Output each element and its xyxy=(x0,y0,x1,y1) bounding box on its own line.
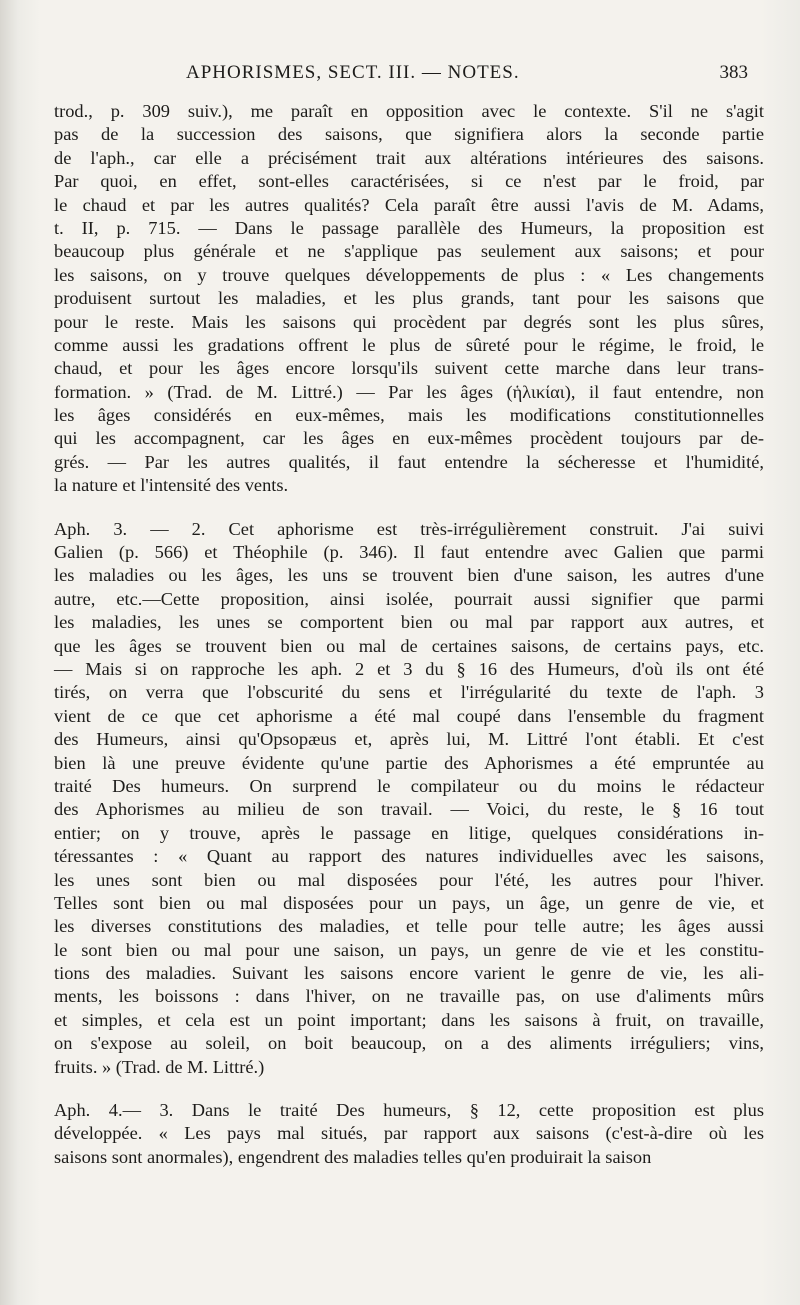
text-line: la nature et l'intensité des vents. xyxy=(54,475,289,496)
paragraph xyxy=(54,518,764,1079)
text-line: ments, les boissons : dans l'hiver, on ne travaille pas, on use d'aliments mûrs xyxy=(54,986,764,1007)
paragraph-gap xyxy=(54,1079,764,1099)
text-line: développée. « Les pays mal situés, par rapport aux saisons (c'est-à-dire où les xyxy=(54,1123,764,1144)
text-line: vient de ce que cet aphorisme a été mal coupé dans l'ensemble du fragment xyxy=(54,705,764,726)
body-text xyxy=(54,100,764,1169)
paragraph xyxy=(54,100,764,498)
text-line: beaucoup plus générale et ne s'applique pas seulement aux saisons; et pour xyxy=(54,241,764,262)
text-line: saisons sont anormales), engendrent des maladies telles qu'en produirait la saison xyxy=(54,1146,652,1167)
text-line: tions des maladies. Suivant les saisons encore varient le genre de vie, les ali- xyxy=(54,963,764,984)
text-line: on s'expose au soleil, on boit beaucoup, on a des aliments irréguliers; vins, xyxy=(54,1033,764,1054)
text-line: fruits. » (Trad. de M. Littré.) xyxy=(54,1056,265,1077)
text-line: produisent surtout les maladies, et les plus grands, tant pour les saisons que xyxy=(54,288,764,309)
text-line: trod., p. 309 suiv.), me paraît en opposition avec le contexte. S'il ne s'agit xyxy=(54,101,764,121)
text-line: autre, etc.—Cette proposition, ainsi isolée, pourrait aussi signifier que parmi xyxy=(54,588,764,609)
text-line: pour le reste. Mais les saisons qui procèdent par degrés sont les plus sûres, xyxy=(54,311,764,332)
text-line: les saisons, on y trouve quelques développements de plus : « Les changements xyxy=(54,264,764,285)
text-line: les âges considérés en eux-mêmes, mais les modifications constitutionnelles xyxy=(54,405,764,426)
text-line: chaud, et pour les âges encore lorsqu'ils suivent cette marche dans leur trans- xyxy=(54,358,764,379)
text-line: Aph. 4.— 3. Dans le traité Des humeurs, § 12, cette proposition est plus xyxy=(54,1100,764,1121)
running-title: APHORISMES, SECT. III. — NOTES. xyxy=(186,62,520,83)
paragraph-gap xyxy=(54,498,764,518)
text-line: bien là une preuve évidente qu'une partie des Aphorismes a été empruntée au xyxy=(54,752,764,773)
text-line: des Humeurs, ainsi qu'Opsopæus et, après lui, M. Littré l'ont établi. Et c'est xyxy=(54,729,764,750)
text-line: Telles sont bien ou mal disposées pour un pays, un âge, un genre de vie, et xyxy=(54,892,764,913)
text-line: comme aussi les gradations offrent le plus de sûreté pour le régime, le froid, le xyxy=(54,334,764,355)
text-line: les unes sont bien ou mal disposées pour l'été, les autres pour l'hiver. xyxy=(54,869,764,890)
text-line: le sont bien ou mal pour une saison, un pays, un genre de vie et les constitu- xyxy=(54,939,764,960)
text-line: grés. — Par les autres qualités, il faut entendre la sécheresse et l'humidité, xyxy=(54,451,764,472)
text-line: traité Des humeurs. On surprend le compilateur ou du moins le rédacteur xyxy=(54,775,764,796)
text-line: les maladies ou les âges, les uns se trouvent bien d'une saison, les autres d'une xyxy=(54,565,764,586)
text-line: de l'aph., car elle a précisément trait aux altérations intérieures des saisons. xyxy=(54,147,764,168)
text-line: que les âges se trouvent bien ou mal de certaines saisons, de certains pays, etc. xyxy=(54,635,764,656)
text-line: pas de la succession des saisons, que signifiera alors la seconde partie xyxy=(54,124,764,145)
text-line: des Aphorismes au milieu de son travail. — Voici, du reste, le § 16 tout xyxy=(54,799,764,820)
page-header xyxy=(52,62,748,90)
text-line: le chaud et par les autres qualités? Cela paraît être aussi l'avis de M. Adams, xyxy=(54,194,764,215)
text-line: les maladies, les unes se comportent bien ou mal par rapport aux autres, et xyxy=(54,612,764,633)
text-line: les diverses constitutions des maladies, et telle pour telle autre; les âges aussi xyxy=(54,916,764,937)
text-line: tirés, on verra que l'obscurité du sens et l'irrégularité du texte de l'aph. 3 xyxy=(54,682,764,703)
text-line: t. II, p. 715. — Dans le passage parallèle des Humeurs, la proposition est xyxy=(54,217,764,238)
text-line: Aph. 3. — 2. Cet aphorisme est très-irrégulièrement construit. J'ai suivi xyxy=(54,518,764,539)
text-line: téressantes : « Quant au rapport des natures individuelles avec les saisons, xyxy=(54,846,764,867)
paragraph xyxy=(54,1099,764,1169)
text-line: et simples, et cela est un point important; dans les saisons à fruit, on travaille, xyxy=(54,1009,764,1030)
text-line: — Mais si on rapproche les aph. 2 et 3 du § 16 des Humeurs, d'où ils ont été xyxy=(54,658,764,679)
text-line: entier; on y trouve, après le passage en litige, quelques considérations in- xyxy=(54,822,764,843)
text-line: formation. » (Trad. de M. Littré.) — Par les âges (ἡλικίαι), il faut entendre, non xyxy=(54,381,764,402)
text-line: qui les accompagnent, car les âges en eux-mêmes procèdent toujours par de- xyxy=(54,428,764,449)
page-number: 383 xyxy=(719,62,748,83)
text-line: Par quoi, en effet, sont-elles caractérisées, si ce n'est par le froid, par xyxy=(54,171,764,192)
text-line: Galien (p. 566) et Théophile (p. 346). Il faut entendre avec Galien que parmi xyxy=(54,542,764,563)
